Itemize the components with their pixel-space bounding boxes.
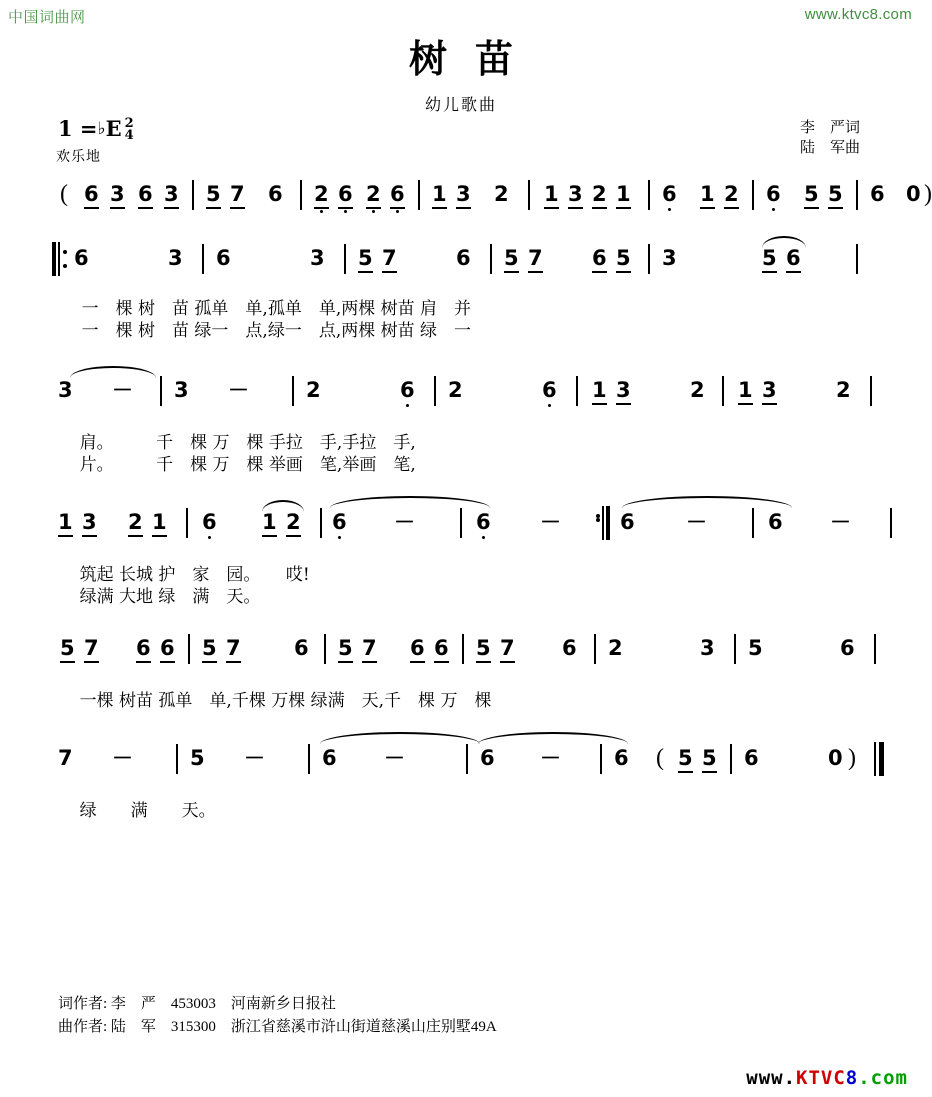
staff-line-2: [0, 240, 922, 282]
note: 7: [226, 638, 241, 663]
note: 6: [410, 638, 425, 663]
staff-line-4: [0, 504, 922, 546]
note: 6: [620, 510, 635, 534]
note: 2: [286, 512, 301, 537]
note-prolong: －: [112, 378, 133, 402]
note: 6: [294, 636, 309, 660]
barline: [176, 744, 178, 774]
note: 6: [138, 184, 153, 209]
note: 7: [230, 184, 245, 209]
note-prolong: －: [830, 510, 851, 534]
note: 5: [358, 248, 373, 273]
note: 7: [84, 638, 99, 663]
note: 3: [164, 184, 179, 209]
time-signature-numerator: 2: [124, 116, 134, 131]
note: 7: [362, 638, 377, 663]
note: 5: [206, 184, 221, 209]
note: 2: [494, 182, 509, 206]
note: 6: [434, 638, 449, 663]
note: 1: [432, 184, 447, 209]
barline: [648, 244, 650, 274]
note-octave-down: 6: [476, 510, 491, 534]
site-watermark-bottom: [746, 1067, 908, 1089]
note: 1: [544, 184, 559, 209]
note: 1: [152, 512, 167, 537]
note: 6: [136, 638, 151, 663]
note: 5: [338, 638, 353, 663]
note-octave-down: 6: [662, 182, 677, 206]
barline: [528, 180, 530, 210]
lyric-text: 片。 千 棵 万 棵 举画 笔,举画 笔,: [79, 455, 416, 475]
barline: [856, 180, 858, 210]
site-watermark-top-right: www.ktvc8.com: [804, 6, 912, 23]
note: 6: [744, 746, 759, 770]
note-prolong: －: [540, 510, 561, 534]
final-barline: [874, 742, 886, 776]
barline: [202, 244, 204, 274]
note: 5: [190, 746, 205, 770]
note: 6: [480, 746, 495, 770]
note: 7: [528, 248, 543, 273]
note: 3: [762, 380, 777, 405]
note: 6: [268, 182, 283, 206]
note-octave-down: 6: [202, 510, 217, 534]
tie-arc: [330, 496, 490, 508]
note-octave-down: 6: [338, 184, 353, 209]
barline: [324, 634, 326, 664]
site-watermark-top-left: 中国词曲网: [8, 9, 86, 26]
note: 6: [870, 182, 885, 206]
music-system-2: [0, 240, 922, 341]
note: 6: [456, 246, 471, 270]
key-letter: E: [105, 116, 122, 141]
barline: [722, 376, 724, 406]
lyric-text: 筑起 长城 护 家 园。 哎!: [79, 565, 310, 585]
note: 7: [500, 638, 515, 663]
barline: [890, 508, 892, 538]
barline: [308, 744, 310, 774]
footer-composer-line: 曲作者: 陆 军 315300 浙江省慈溪市浒山街道慈溪山庄别墅49A: [58, 1019, 497, 1035]
note-rest: 0: [828, 746, 843, 770]
note-prolong: －: [228, 378, 249, 402]
lyric-text: 一 棵 树 苗 绿一 点,绿一 点,两棵 树苗 绿 一: [81, 321, 472, 341]
note: 3: [110, 184, 125, 209]
note: 7: [382, 248, 397, 273]
note: 5: [762, 248, 777, 273]
barline: [300, 180, 302, 210]
note-octave-down: 6: [400, 378, 415, 402]
barline: [874, 634, 876, 664]
music-system-3: [0, 372, 922, 475]
lyrics-verse-2: [60, 306, 471, 357]
barline: [752, 508, 754, 538]
paren-open: (: [60, 181, 68, 207]
music-system-5: [0, 630, 922, 711]
music-system-1: [0, 176, 932, 218]
tie-arc: [320, 732, 480, 744]
note-prolong: －: [384, 746, 405, 770]
note: 6: [840, 636, 855, 660]
tie-arc: [70, 366, 156, 378]
note-octave-down: 6: [766, 182, 781, 206]
note: 7: [58, 746, 73, 770]
watermark-com: .com: [858, 1067, 908, 1089]
key-signature: [58, 116, 134, 143]
page-subtitle: 幼儿歌曲: [424, 97, 497, 114]
note: 6: [768, 510, 783, 534]
staff-line-5: [0, 630, 922, 672]
barline: [462, 634, 464, 664]
note-rest: 0: [906, 182, 921, 206]
note: 6: [322, 746, 337, 770]
note: 3: [616, 380, 631, 405]
barline: [730, 744, 732, 774]
note: 5: [616, 248, 631, 273]
barline: [292, 376, 294, 406]
repeat-start-sign: [52, 242, 66, 276]
barline: [490, 244, 492, 274]
barline: [434, 376, 436, 406]
note: 2: [724, 184, 739, 209]
repeat-end-sign: [596, 506, 610, 540]
note-prolong: －: [540, 746, 561, 770]
note: 1: [700, 184, 715, 209]
note: 3: [58, 378, 73, 402]
note: 1: [262, 512, 277, 537]
note: 3: [568, 184, 583, 209]
barline: [752, 180, 754, 210]
barline: [594, 634, 596, 664]
note-prolong: －: [686, 510, 707, 534]
note: 2: [306, 378, 321, 402]
note: 6: [562, 636, 577, 660]
watermark-eight: 8: [845, 1067, 859, 1089]
watermark-www: www.: [746, 1067, 797, 1089]
note: 2: [592, 184, 607, 209]
composer-credit: 陆 军曲: [799, 140, 860, 156]
paren-close: ): [848, 745, 856, 771]
note: 3: [174, 378, 189, 402]
footer-contact-block: [58, 993, 497, 1039]
flat-icon: ♭: [97, 119, 106, 139]
lyric-text: 肩。 千 棵 万 棵 手拉 手,手拉 手,: [79, 433, 416, 453]
note: 6: [592, 248, 607, 273]
page-title: 树苗: [408, 36, 541, 81]
lyricist-credit: 李 严词: [799, 120, 860, 136]
note: 1: [616, 184, 631, 209]
lyrics-verse-1: [58, 676, 491, 727]
tempo-mood-marking: 欢乐地: [56, 150, 101, 165]
note: 2: [128, 512, 143, 537]
barline: [192, 180, 194, 210]
key-signature-label: 1 =: [58, 116, 98, 141]
note: 3: [82, 512, 97, 537]
credits-block: [800, 118, 860, 158]
tie-arc: [478, 732, 628, 744]
note: 5: [504, 248, 519, 273]
lyric-text: 一 棵 树 苗 孤单 单,孤单 单,两棵 树苗 肩 并: [81, 299, 472, 319]
note-octave-down: 2: [366, 184, 381, 209]
note: 3: [662, 246, 677, 270]
note: 2: [690, 378, 705, 402]
note: 6: [216, 246, 231, 270]
note: 5: [702, 748, 717, 773]
staff-line-6: [0, 740, 922, 782]
note: 5: [476, 638, 491, 663]
note: 5: [828, 184, 843, 209]
barline: [870, 376, 872, 406]
lyric-text: 绿 满 天。: [79, 801, 216, 821]
barline: [576, 376, 578, 406]
lyrics-verse-1: [58, 786, 216, 837]
note: 3: [700, 636, 715, 660]
note: 1: [738, 380, 753, 405]
barline: [734, 634, 736, 664]
note: 3: [456, 184, 471, 209]
note: 5: [60, 638, 75, 663]
note-octave-down: 6: [332, 510, 347, 534]
time-signature: [125, 117, 134, 142]
paren-close: ): [924, 181, 932, 207]
note: 6: [614, 746, 629, 770]
note: 6: [786, 248, 801, 273]
note: 2: [836, 378, 851, 402]
barline: [600, 744, 602, 774]
time-signature-denominator: 4: [124, 128, 134, 143]
staff-line-3: [0, 372, 922, 414]
paren-open: (: [656, 745, 664, 771]
barline: [344, 244, 346, 274]
note-prolong: －: [112, 746, 133, 770]
note: 5: [202, 638, 217, 663]
barline: [460, 508, 462, 538]
note: 2: [448, 378, 463, 402]
note: 2: [608, 636, 623, 660]
note-octave-down: 6: [542, 378, 557, 402]
barline: [466, 744, 468, 774]
note: 6: [84, 184, 99, 209]
barline: [186, 508, 188, 538]
note: 6: [160, 638, 175, 663]
lyric-text: 绿满 大地 绿 满 天。: [79, 587, 261, 607]
barline: [160, 376, 162, 406]
note-prolong: －: [394, 510, 415, 534]
music-system-4: [0, 504, 922, 607]
staff-line-1: [0, 176, 932, 218]
note-prolong: －: [244, 746, 265, 770]
lyrics-verse-2: [58, 440, 416, 491]
note: 5: [804, 184, 819, 209]
note: 6: [74, 246, 89, 270]
barline: [418, 180, 420, 210]
footer-lyricist-line: 词作者: 李 严 453003 河南新乡日报社: [58, 996, 336, 1012]
note: 5: [748, 636, 763, 660]
barline: [188, 634, 190, 664]
lyrics-verse-2: [58, 572, 260, 623]
tie-arc: [622, 496, 792, 508]
barline: [856, 244, 858, 274]
barline: [648, 180, 650, 210]
note: 1: [58, 512, 73, 537]
music-system-6: [0, 740, 922, 821]
note-octave-down: 2: [314, 184, 329, 209]
note: 5: [678, 748, 693, 773]
note: 1: [592, 380, 607, 405]
note-octave-down: 6: [390, 184, 405, 209]
lyric-text: 一棵 树苗 孤单 单,千棵 万棵 绿满 天,千 棵 万 棵: [79, 691, 492, 711]
watermark-ktvc: KTVC: [796, 1067, 846, 1089]
note: 3: [168, 246, 183, 270]
barline: [320, 508, 322, 538]
note: 3: [310, 246, 325, 270]
